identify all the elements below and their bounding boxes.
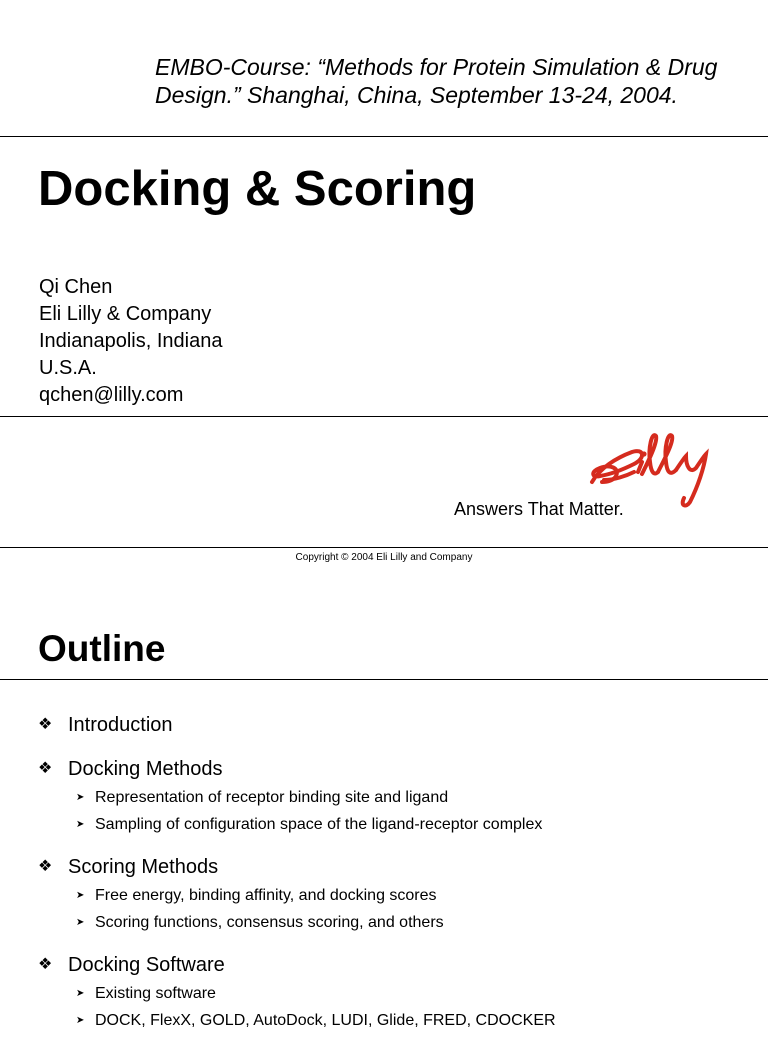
author-email: qchen@lilly.com [39,384,184,406]
outline-section [38,710,758,740]
author-block [39,274,222,409]
author-city: Indianapolis, Indiana [39,330,223,352]
diamond-bullet-icon: ❖ [38,760,53,777]
outline-subitem: ➤ Free energy, binding affinity, and docking scores [38,882,758,909]
outline-item: ❖ Scoring Methods [38,852,758,882]
outline-section [38,950,758,1034]
logo-tagline: Answers That Matter. [454,499,624,519]
outline-item: ❖ Docking Methods [38,754,758,784]
diamond-bullet-icon: ❖ [38,858,53,875]
diamond-bullet-icon: ❖ [38,716,53,733]
outline-title: Outline [38,628,166,669]
arrow-bullet-icon: ➤ [76,792,85,803]
outline-list [38,710,758,1048]
author-company: Eli Lilly & Company [39,303,212,325]
author-name: Qi Chen [39,276,113,298]
outline-item: ❖ Introduction [38,710,758,740]
arrow-bullet-icon: ➤ [76,1015,85,1026]
outline-subitem: ➤ Representation of receptor binding site and ligand [38,784,758,811]
slide-title: Docking & Scoring [38,162,477,216]
copyright-notice: Copyright © 2004 Eli Lilly and Company [295,552,473,563]
arrow-bullet-icon: ➤ [76,988,85,999]
arrow-bullet-icon: ➤ [76,917,85,928]
author-country: U.S.A. [39,357,97,379]
divider [0,416,768,417]
outline-item: ❖ Docking Software [38,950,758,980]
outline-subitem: ➤ Scoring functions, consensus scoring, and others [38,909,758,936]
outline-subitem: ➤ Sampling of configuration space of the ligand-receptor complex [38,811,758,838]
divider [0,547,768,548]
arrow-bullet-icon: ➤ [76,819,85,830]
course-header: EMBO-Course: “Methods for Protein Simulation & Drug Design.” Shanghai, China, September 13-24, 2004. [155,54,718,108]
outline-section [38,852,758,936]
diamond-bullet-icon: ❖ [38,956,53,973]
divider [0,679,768,680]
lilly-logo [452,432,727,527]
outline-section [38,754,758,838]
arrow-bullet-icon: ➤ [76,890,85,901]
outline-subitem: ➤ Existing software [38,980,758,1007]
outline-subitem: ➤ DOCK, FlexX, GOLD, AutoDock, LUDI, Glide, FRED, CDOCKER [38,1007,758,1034]
divider [0,136,768,137]
